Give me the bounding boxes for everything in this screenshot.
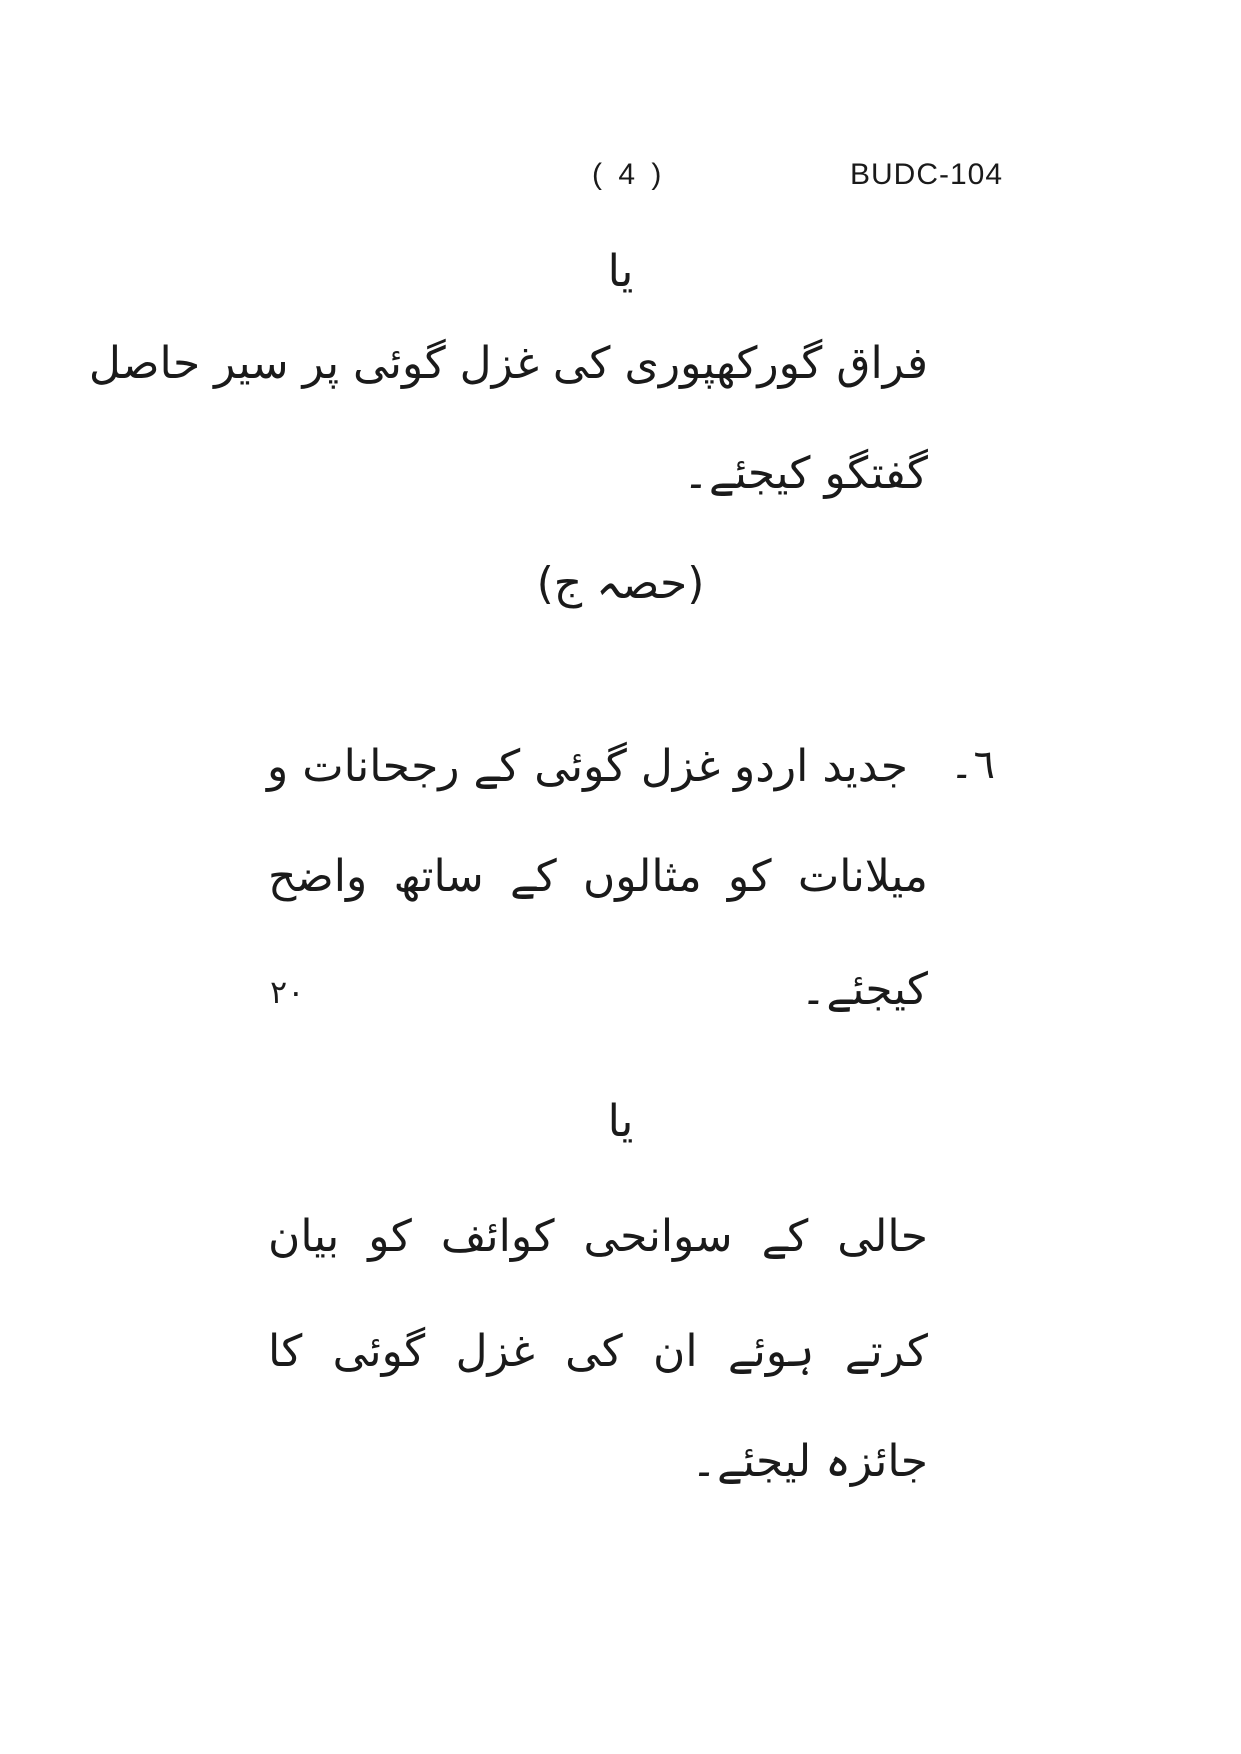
question-line-2: میلانات کو مثالوں کے ساتھ واضح (268, 851, 928, 902)
section-heading: (حصہ ج) (536, 558, 705, 609)
question-line-1: جدید اردو غزل گوئی کے رجحانات و (266, 741, 908, 792)
page-number: ( 4 ) (592, 158, 666, 191)
course-code: BUDC-104 (850, 158, 1004, 191)
marks-label: ٢٠ (270, 973, 305, 1011)
or-label-2: یا (607, 1096, 634, 1147)
alt-question-line-2: گفتگو کیجئے۔ (683, 448, 928, 499)
alt-question-c-line-1: حالی کے سوانحی کوائف کو بیان (268, 1211, 928, 1262)
alt-question-line-1: فراق گورکھپوری کی غزل گوئی پر سیر حاصل (88, 338, 928, 389)
or-label: یا (607, 246, 634, 297)
alt-question-c-line-2: کرتے ہوئے ان کی غزل گوئی کا (268, 1326, 928, 1377)
alt-question-c-line-3: جائزہ لیجئے۔ (691, 1436, 928, 1487)
question-number: ٦۔ (950, 742, 995, 788)
question-line-3: کیجئے۔ (800, 964, 928, 1015)
